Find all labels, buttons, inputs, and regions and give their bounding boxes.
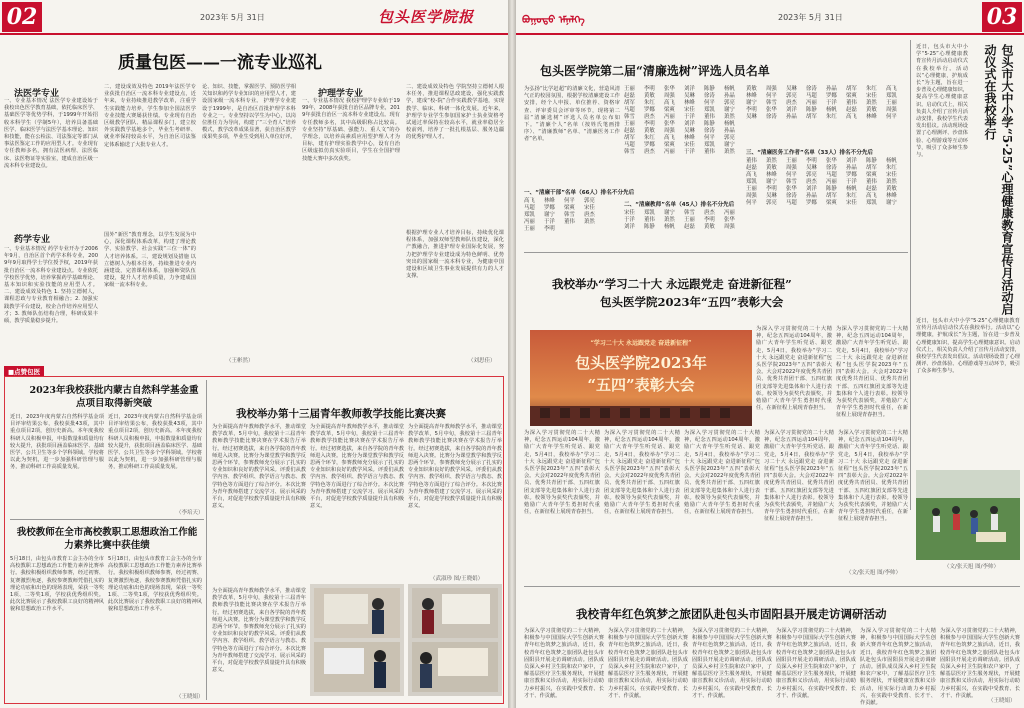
name-entry: 朱红 (866, 86, 877, 92)
name-entry: 冯丽 (524, 219, 535, 225)
name-entry: 何平 (704, 135, 715, 141)
name-entry: 林峰 (866, 114, 877, 120)
story-c-col-a: 近日，包头市大中小学“5·25”心理健康教育宣传月活动启动仪式在我校举行。活动以“心理健康，护航成长”为主题，旨在进一步普及心理健康知识，提高学生心理健康意识。启动仪式上，相关负责人介绍了宣传月活动安排，我校学生代表发出倡议。活动现场设置了心理测评、沙盘体验、心理游戏等互动环节，吸引了众多师生参与。 (916, 44, 968, 159)
name-entry: 赵磊 (846, 107, 857, 113)
name-entry: 陈静 (704, 86, 715, 92)
name-entry: 董伟 (704, 114, 715, 120)
name-entry: 马超 (624, 107, 635, 113)
name-entry: 何平 (886, 114, 897, 120)
photo-ceremony (530, 330, 752, 426)
name-entry: 唐杰 (786, 100, 797, 106)
story3-col-d: 为全面提高青年教师教学水平，推动课堂教学改革，5月中旬，我校第十三届青年教师教学技能比赛决赛在学术报告厅举行。经过初赛选拔，来自各学院的青年教师进入决赛。比赛分为课堂教学和教学反思两个环节，参赛教师充分展示了扎实的专业知识和良好的教学风采。评委们从教学内容、教学组织、教学语言与教态、教学特色等方面进行了综合评分。本次比赛为青年教师搭建了交流学习、展示风采的平台，对促进学校教学质量提升具有积极意义。 (212, 588, 306, 674)
name-entry: 孙晶 (806, 193, 817, 199)
name-entry: 孙晶 (724, 128, 735, 134)
name-entry: 朱红 (644, 100, 655, 106)
name-entry: 王丽 (886, 100, 897, 106)
name-entry: 罗娜 (806, 200, 817, 206)
name-entry: 黄敏 (766, 165, 777, 171)
name-entry: 董伟 (564, 219, 575, 225)
name-entry: 于洋 (684, 114, 695, 120)
name-entry: 宋佳 (584, 205, 595, 211)
story2-byline: （王晓娟） (176, 694, 204, 700)
photo-psychology-event (916, 470, 1020, 560)
name-entry: 谢宁 (724, 107, 735, 113)
name-entry: 胡军 (826, 193, 837, 199)
name-entry: 周强 (664, 93, 675, 99)
name-entry: 徐涛 (786, 193, 797, 199)
name-entry: 高飞 (524, 198, 535, 204)
name-entry: 黄敏 (644, 128, 655, 134)
story-d-byline: （王晓娟） (988, 698, 1016, 704)
name-entry: 张华 (664, 121, 675, 127)
page-gutter (508, 0, 516, 708)
name-entry: 郭亮 (584, 198, 595, 204)
name-entry: 罗娜 (826, 93, 837, 99)
name-entry: 董伟 (866, 179, 877, 185)
name-entry: 马超 (826, 172, 837, 178)
name-entry: 朱红 (886, 165, 897, 171)
name-entry: 陈静 (826, 186, 837, 192)
name-entry: 吴琳 (684, 128, 695, 134)
story-a-intro: 为弘扬“比学赶超”的清廉文化，营造风清气正的校园氛围，根据学校清廉建设工作安排，经个人申报、单位推荐、资格审查、评审委员会评审等环节，现将第二届“清廉选树”评选人员名单公布如下。“清廉个人”名单（按姓氏笔画排序）、“清廉教师”名单、“清廉医务工作者”名单。 (524, 86, 620, 143)
name-entry: 宋佳 (684, 107, 695, 113)
story3-col-a: 为全面提高青年教师教学水平，推动课堂教学改革，5月中旬，我校第十三届青年教师教学技能比赛决赛在学术报告厅举行。经过初赛选拔，来自各学院的青年教师进入决赛。比赛分为课堂教学和教学反思两个环节，参赛教师充分展示了扎实的专业知识和良好的教学风采。评委们从教学内容、教学组织、教学语言与教态、教学特色等方面进行了综合评分。本次比赛为青年教师搭建了交流学习、展示风采的平台，对促进学校教学质量提升具有积极意义。 (212, 424, 306, 510)
name-entry: 李明 (644, 121, 655, 127)
name-entry: 萧然 (886, 179, 897, 185)
name-entry: 黄敏 (704, 224, 715, 230)
col-forensic-2: 二、建设成效及特色 2019年法医学专业获批自治区一流本科专业建设点，近年来，专业持续推进教学改革，注重学生实践能力培养，学生参加全国法医学专业技能大赛屡获佳绩。专业现有自治区级教学团队、精品课程多门，建立校外实践教学基地多个，毕业生考研率、就业率保持较高水平，为自治区司法鉴定体系输送了大批专业人才。 (104, 84, 196, 148)
name-entry: 林峰 (746, 93, 757, 99)
story3-headline: 我校举办第十三届青年教师教学技能比赛决赛 (236, 408, 446, 420)
section-nursing: 护理学专业 (318, 89, 364, 99)
name-entry: 陈静 (806, 107, 817, 113)
divider-right (524, 252, 908, 253)
name-entry: 李明 (644, 86, 655, 92)
name-entry: 黄敏 (644, 93, 655, 99)
name-entry: 林峰 (544, 198, 555, 204)
section-pharmacy: 药学专业 (14, 235, 51, 245)
name-entry: 罗娜 (846, 172, 857, 178)
story-d-col-e: 为深入学习贯彻党的二十大精神，积极参与中国国际大学生创新大赛青年红色筑梦之旅活动，近日，我校青年红色筑梦之旅团队赴包头市固阳县开展走访调研活动。团队成员深入乡村卫生院和农户家中，了解基层医疗卫生服务现状，开展健康宣教和义诊活动，用实际行动助力乡村振兴，在实践中受教育、长才干、作贡献。 (860, 628, 936, 707)
name-entry: 唐杰 (644, 149, 655, 155)
name-entry: 黄敏 (746, 86, 757, 92)
name-entry: 于洋 (624, 217, 635, 223)
story-d-col-f: 为深入学习贯彻党的二十大精神，积极参与中国国际大学生创新大赛青年红色筑梦之旅活动，近日，我校青年红色筑梦之旅团队赴包头市固阳县开展走访调研活动。团队成员深入乡村卫生院和农户家中，了解基层医疗卫生服务现状，开展健康宣教和义诊活动，用实际行动助力乡村振兴，在实践中受教育、长才干、作贡献。 (940, 628, 1020, 699)
story-c-headline-wrap (972, 44, 1016, 324)
name-entry: 徐涛 (766, 114, 777, 120)
col-forensic-1: 一、专业基本情况 法医学专业建设始于我校出色医学教育基础，依托临床医学、基础医学等优势学科，于1999年开始招收本科学生（学制5年），培养具备基础医学、临床医学与法医学基本理论、知识和技能，能在公检法、司法鉴定等部门从事法医鉴定工作的应用型人才。专业现有专任教师多名，拥有法医病理、法医临床、法医物证等实验室，建成自治区级一流本科专业建设点。 (4, 98, 98, 169)
col-pharmacy: 一、专业基本情况 药学专业开办于2006年9月，自治区首个药学本科专业，2009年9月取得学士学位授予权，2019年获批自治区一流本科专业建设点。专业依托学校医学优势，培养掌握药学基础理论、基本知识和实验技能的应用型人才。 二、建设成效及特色 1. 坚持立德树人，课程思政与专业教育相融合；2. 加强实践教学平台建设，校企合作培养应用型人才；3. 教师队伍结构合理，科研成果丰硕，教学质量稳步提升。 (4, 246, 98, 325)
page-number: 02 (2, 2, 42, 32)
story3-col-c: 为全面提高青年教师教学水平，推动课堂教学改革，5月中旬，我校第十三届青年教师教学技能比赛决赛在学术报告厅举行。经过初赛选拔，来自各学院的青年教师进入决赛。比赛分为课堂教学和教学反思两个环节，参赛教师充分展示了扎实的专业知识和良好的教学风采。评委们从教学内容、教学组织、教学语言与教态、教学特色等方面进行了综合评分。本次比赛为青年教师搭建了交流学习、展示风采的平台，对促进学校教学质量提升具有积极意义。 (408, 424, 502, 510)
name-entry: 梁爽 (846, 93, 857, 99)
name-entry: 林峰 (684, 135, 695, 141)
name-entry: 孙晶 (724, 93, 735, 99)
name-entry: 徐涛 (704, 93, 715, 99)
masthead-mongolian: ᠪᠣᠭᠣᠲᠣ ᠡᠮᠨᠡᠯᠭᠡ (522, 15, 585, 26)
name-entry: 于洋 (544, 219, 555, 225)
section-forensic: 法医学专业 (14, 89, 60, 99)
byline-feature: （王彬然） (226, 358, 254, 364)
story-b-headline-2: 包头医学院2023年“五四”表彰大会 (600, 295, 784, 309)
name-entry: 宋佳 (886, 172, 897, 178)
name-entry: 何平 (564, 198, 575, 204)
name-entry: 张华 (766, 107, 777, 113)
name-entry: 孙晶 (786, 114, 797, 120)
name-entry: 王丽 (624, 121, 635, 127)
story-c-headline: 包头市大中小学“5·25”心理健康教育宣传月活动启动仪式在我校举行 (983, 44, 1014, 316)
name-entry: 李明 (544, 226, 555, 232)
name-entry: 朱红 (644, 135, 655, 141)
name-entry: 黄敏 (866, 107, 877, 113)
name-entry: 宋佳 (866, 93, 877, 99)
story1-headline: 2023年我校获批内蒙古自然科学基金重点项目取得新突破 (29, 385, 199, 409)
story-a-headline: 包头医学院第二届“清廉选树”评选人员名单 (540, 64, 770, 78)
col-nursing-2: 二、建设成效及特色 学院坚持立德树人根本任务，推进课程思政建设，强化实践教学，建成“校-院”合作实践教学基地，实现教学、临床、科研一体化发展。近年来，护理学专业学生参加国家护士执业资格考试通过率保持在较高水平，就业率稳居全校前列，培养了一批扎根基层、服务边疆的优秀护理人才。 (406, 84, 504, 141)
name-entry: 谢宁 (664, 210, 675, 216)
name-entry: 朱红 (846, 193, 857, 199)
name-entry: 王丽 (524, 226, 535, 232)
story1-col-b: 近日，2023年度内蒙古自然科学基金项目评审结果公布，我校获批43项，其中重点项目2项，创历史新高。本年度我校科研人员积极申报，申报数量和质量均有较大提升，获批项目涵盖临床医学、基础医学、公共卫生等多个学科领域。学校将以此为契机，进一步加强科研管理与服务，推动科研工作高质量发展。 (108, 414, 202, 471)
name-entry: 朱红 (826, 114, 837, 120)
story-c-byline: （文/张天旭 图/李帅） (944, 564, 999, 570)
name-entry: 吴琳 (766, 193, 777, 199)
header-rule-right (516, 33, 1024, 35)
story-a-label-3: 三、“清廉医务工作者”名单（33人）排名不分先后 (746, 150, 874, 156)
name-list-4 (624, 210, 744, 246)
story1-byline: （李培天） (176, 510, 204, 516)
name-entry: 孙晶 (826, 86, 837, 92)
name-entry: 宋佳 (846, 200, 857, 206)
name-entry: 高飞 (664, 100, 675, 106)
name-entry: 胡军 (806, 114, 817, 120)
story-a-label-1: 一、“清廉干部”名单（66人）排名不分先后 (524, 190, 635, 196)
name-entry: 郭亮 (786, 93, 797, 99)
name-entry: 张华 (786, 186, 797, 192)
column-divider-right (910, 40, 911, 510)
name-entry: 周强 (724, 224, 735, 230)
name-entry: 董伟 (644, 217, 655, 223)
name-entry: 郑凯 (866, 200, 877, 206)
story3-col-b: 为全面提高青年教师教学水平，推动课堂教学改革，5月中旬，我校第十三届青年教师教学技能比赛决赛在学术报告厅举行。经过初赛选拔，来自各学院的青年教师进入决赛。比赛分为课堂教学和教学反思两个环节，参赛教师充分展示了扎实的专业知识和良好的教学风采。评委们从教学内容、教学组织、教学语言与教态、教学特色等方面进行了综合评分。本次比赛为青年教师搭建了交流学习、展示风采的平台，对促进学校教学质量提升具有积极意义。 (310, 424, 404, 510)
col-middle: 论、知识、技能，掌握医学、预防医学相关知识和药学专业知识的应用型人才，建设国家级一流本科专业。 护理学专业建设于1999年，是自治区首批护理学本科专业之一。专业坚持以学生为中心，以岗位胜任力为导向，构建了“三全育人”培养模式，教学改革成果显著，获自治区教学成果奖多项，毕业生受到用人单位好评。 (202, 84, 296, 141)
name-list-2 (746, 86, 906, 146)
story-c-col-b: 近日，包头市大中小学“5·25”心理健康教育宣传月活动启动仪式在我校举行。活动以“心理健康，护航成长”为主题，旨在进一步普及心理健康知识，提高学生心理健康意识。启动仪式上，相关负责人介绍了宣传月活动安排，我校学生代表发出倡议。活动现场设置了心理测评、沙盘体验、心理游戏等互动环节，吸引了众多师生参与。 (916, 318, 1020, 375)
name-entry: 马超 (624, 142, 635, 148)
name-entry: 于洋 (826, 100, 837, 106)
name-entry: 李明 (766, 186, 777, 192)
name-entry: 韩雪 (624, 114, 635, 120)
name-entry: 李明 (746, 107, 757, 113)
story-a-label-2: 二、“清廉教师”名单（45人）排名不分先后 (624, 202, 735, 208)
name-list-1 (624, 86, 744, 196)
name-entry: 梁爽 (866, 172, 877, 178)
name-entry: 谢宁 (544, 212, 555, 218)
name-list-3 (524, 198, 620, 242)
name-entry: 宋佳 (624, 210, 635, 216)
name-entry: 吴琳 (786, 86, 797, 92)
name-entry: 唐杰 (806, 179, 817, 185)
name-entry: 刘洋 (684, 121, 695, 127)
name-entry: 董伟 (846, 100, 857, 106)
story3-byline: （武淑珍 图/王晓娟） (430, 576, 484, 582)
name-entry: 董伟 (704, 149, 715, 155)
story-b-byline: （文/张天旭 图/李帅） (846, 570, 901, 576)
name-entry: 孙晶 (846, 165, 857, 171)
name-entry: 赵磊 (866, 186, 877, 192)
name-entry: 杨帆 (846, 186, 857, 192)
story1-col-a: 近日，2023年度内蒙古自然科学基金项目评审结果公布，我校获批43项，其中重点项目2项，创历史新高。本年度我校科研人员积极申报，申报数量和质量均有较大提升，获批项目涵盖临床医学、基础医学、公共卫生等多个学科领域。学校将以此为契机，进一步加强科研管理与服务，推动科研工作高质量发展。 (10, 414, 104, 471)
name-entry: 陈静 (644, 224, 655, 230)
story-d-col-c: 为深入学习贯彻党的二十大精神，积极参与中国国际大学生创新大赛青年红色筑梦之旅活动，近日，我校青年红色筑梦之旅团队赴包头市固阳县开展走访调研活动。团队成员深入乡村卫生院和农户家中，了解基层医疗卫生服务现状，开展健康宣教和义诊活动，用实际行动助力乡村振兴，在实践中受教育、长才干、作贡献。 (692, 628, 772, 699)
name-entry: 赵磊 (624, 128, 635, 134)
story-b-col-e: 为深入学习贯彻党的二十大精神，纪念五四运动104周年，激励广大青年学生听党话、跟党走，5月4日，我校举办“学习二十大 永远跟党走 奋进新征程”包头医学院2023年“五四”表彰大会。大会对2022年度优秀共青团员、优秀共青团干部、五四红旗团支部等先进集体和个人进行表彰。校领导为获奖代表颁奖，并勉励广大青年学生勇担时代重任，在新征程上展现青春担当。 (684, 430, 760, 516)
name-entry: 郭亮 (806, 172, 817, 178)
name-entry: 周强 (786, 165, 797, 171)
story-d-col-d: 为深入学习贯彻党的二十大精神，积极参与中国国际大学生创新大赛青年红色筑梦之旅活动，近日，我校青年红色筑梦之旅团队赴包头市固阳县开展走访调研活动。团队成员深入乡村卫生院和农户家中，了解基层医疗卫生服务现状，开展健康宣教和义诊活动，用实际行动助力乡村振兴，在实践中受教育、长才干、作贡献。 (776, 628, 856, 699)
name-entry: 郑凯 (704, 107, 715, 113)
name-entry: 刘洋 (684, 86, 695, 92)
page-number-right: 03 (982, 2, 1022, 32)
name-entry: 郑凯 (644, 210, 655, 216)
name-entry: 罗娜 (544, 205, 555, 211)
name-entry: 梁爽 (664, 142, 675, 148)
name-entry: 萧然 (664, 217, 675, 223)
name-entry: 马超 (524, 205, 535, 211)
story-d-col-a: 为深入学习贯彻党的二十大精神，积极参与中国国际大学生创新大赛青年红色筑梦之旅活动，近日，我校青年红色筑梦之旅团队赴包头市固阳县开展走访调研活动。团队成员深入乡村卫生院和农户家中，了解基层医疗卫生服务现状，开展健康宣教和义诊活动，用实际行动助力乡村振兴，在实践中受教育、长才干、作贡献。 (524, 628, 604, 699)
name-entry: 宋佳 (684, 142, 695, 148)
name-entry: 唐杰 (644, 114, 655, 120)
name-entry: 罗娜 (644, 107, 655, 113)
name-entry: 赵磊 (624, 93, 635, 99)
name-entry: 郭亮 (766, 200, 777, 206)
name-entry: 冯丽 (664, 114, 675, 120)
spotlight-tag: ■点赞包医 (4, 366, 44, 377)
name-entry: 唐杰 (704, 210, 715, 216)
name-entry: 刘洋 (806, 186, 817, 192)
story-b-col-c: 为深入学习贯彻党的二十大精神，纪念五四运动104周年，激励广大青年学生听党话、跟党走，5月4日，我校举办“学习二十大 永远跟党走 奋进新征程”包头医学院2023年“五四”表彰大会。大会对2022年度优秀共青团员、优秀共青团干部、五四红旗团支部等先进集体和个人进行表彰。校领导为获奖代表颁奖，并勉励广大青年学生勇担时代重任，在新征程上展现青春担当。 (524, 430, 600, 516)
masthead-logo: 包头医学院报 (378, 8, 475, 26)
name-entry: 郭亮 (724, 100, 735, 106)
name-entry: 郑凯 (746, 179, 757, 185)
story-b-col-f: 为深入学习贯彻党的二十大精神，纪念五四运动104周年，激励广大青年学生听党话、跟党走，5月4日，我校举办“学习二十大 永远跟党走 奋进新征程”包头医学院2023年“五四”表彰大会。大会对2022年度优秀共青团员、优秀共青团干部、五四红旗团支部等先进集体和个人进行表彰。校领导为获奖代表颁奖，并勉励广大青年学生勇担时代重任，在新征程上展现青春担当。 (764, 430, 834, 523)
name-entry: 杨帆 (826, 107, 837, 113)
name-entry: 何平 (746, 200, 757, 206)
issue-date: 2023年 5月 31日 (200, 13, 265, 22)
name-entry: 马超 (786, 200, 797, 206)
name-entry: 林峰 (766, 172, 777, 178)
name-entry: 何平 (704, 100, 715, 106)
name-entry: 冯丽 (664, 149, 675, 155)
name-entry: 李明 (806, 158, 817, 164)
col-nursing-1: 一、专业基本情况 我校护理学专业始于1999年，2008年获批自治区品牌专业，2019年获批自治区一流本科专业建设点。现有专任教师多名，其中高级职称占比较高。专业坚持“厚基础、强能力、重人文”的办学理念，以培养高素质应用型护理人才为目标，建有护理实验教学中心，设有自治区级虚拟仿真实验项目，学生在全国护理技能大赛中多次获奖。 (302, 98, 400, 162)
name-entry: 徐涛 (704, 128, 715, 134)
left-page (0, 0, 508, 708)
name-entry: 梁爽 (664, 107, 675, 113)
name-entry: 林峰 (886, 193, 897, 199)
name-entry: 韩雪 (624, 149, 635, 155)
name-entry: 王丽 (684, 217, 695, 223)
name-entry: 冯丽 (826, 179, 837, 185)
name-entry: 谢宁 (724, 142, 735, 148)
story-d-headline: 我校青年红色筑梦之旅团队赴包头市固阳县开展走访调研活动 (576, 607, 887, 621)
name-entry: 徐涛 (826, 165, 837, 171)
col-pharmacy-2: 国外”新医”教育理念，以学生发展为中心，深化课程体系改革，构建了理论教学、实验教学、社会实践“三位一体”的人才培养体系。三、建设规划及措施 以立德树人为根本任务，持续推进专业内涵建设，完善课程体系，加强师资队伍建设，提升人才培养质量，力争建成国家级一流本科专业。 (104, 232, 196, 289)
story2-col-a: 5月18日，由包头市教育工会主办的全市高校教职工思想政治工作能力素养比赛举行。我校积极组织教师参赛，经过初赛、复赛激烈角逐，我校参赛教师凭借扎实的理论功底和出色的现场表现，荣获一等奖1项、二等奖1项，学校获优秀组织奖。此次比赛展示了我校教职工良好的精神风貌和思想政治工作水平。 (10, 556, 104, 613)
name-entry: 陈静 (866, 158, 877, 164)
name-entry: 冯丽 (806, 100, 817, 106)
name-entry: 林峰 (684, 100, 695, 106)
name-entry: 赵磊 (746, 165, 757, 171)
name-entry: 张华 (724, 217, 735, 223)
name-list-5 (746, 158, 906, 244)
name-entry: 高飞 (846, 114, 857, 120)
name-entry: 郭亮 (724, 135, 735, 141)
name-entry: 萧然 (724, 114, 735, 120)
story-b-col-a: 为深入学习贯彻党的二十大精神，纪念五四运动104周年，激励广大青年学生听党话、跟党走，5月4日，我校举办“学习二十大 永远跟党走 奋进新征程”包头医学院2023年“五四”表彰大会。大会对2022年度优秀共青团员、优秀共青团干部、五四红旗团支部等先进集体和个人进行表彰。校领导为获奖代表颁奖，并勉励广大青年学生勇担时代重任，在新征程上展现青春担当。 (756, 326, 832, 412)
name-entry: 何平 (786, 172, 797, 178)
name-entry: 高飞 (664, 135, 675, 141)
name-entry: 韩雪 (564, 212, 575, 218)
name-entry: 郑凯 (704, 142, 715, 148)
name-entry: 王丽 (746, 186, 757, 192)
name-entry: 萧然 (584, 219, 595, 225)
name-entry: 吴琳 (806, 165, 817, 171)
name-entry: 李明 (704, 217, 715, 223)
photo-lecture-1 (310, 584, 404, 696)
name-entry: 周强 (886, 107, 897, 113)
divider (10, 519, 204, 520)
col-nursing-3: 根据护理专业人才培养目标，持续优化课程体系，加强双师型教师队伍建设，深化产教融合，推进护理专业国际化发展，努力把护理学专业建设成为特色鲜明、优势突出的国家级一流本科专业，为健康中国建设和区域卫生事业发展提供有力的人才支撑。 (406, 230, 504, 280)
name-entry: 马超 (806, 93, 817, 99)
story-b-col-b: 为深入学习贯彻党的二十大精神，纪念五四运动104周年，激励广大青年学生听党话、跟党走，5月4日，我校举办“学习二十大 永远跟党走 奋进新征程”包头医学院2023年“五四”表彰大会。大会对2022年度优秀共青团员、优秀共青团干部、五四红旗团支部等先进集体和个人进行表彰。校领导为获奖代表颁奖，并勉励广大青年学生勇担时代重任，在新征程上展现青春担当。 (836, 326, 908, 419)
name-entry: 刘洋 (846, 158, 857, 164)
byline-nursing: （刘思佳） (468, 358, 496, 364)
story-b-col-g: 为深入学习贯彻党的二十大精神，纪念五四运动104周年，激励广大青年学生听党话、跟党走，5月4日，我校举办“学习二十大 永远跟党走 奋进新征程”包头医学院2023年“五四”表彰大会。大会对2022年度优秀共青团员、优秀共青团干部、五四红旗团支部等先进集体和个人进行表彰。校领导为获奖代表颁奖，并勉励广大青年学生勇担时代重任，在新征程上展现青春担当。 (838, 430, 908, 523)
name-entry: 谢宁 (886, 200, 897, 206)
name-entry: 张华 (826, 158, 837, 164)
name-entry: 胡军 (866, 165, 877, 171)
story-b-headline-1: 我校举办“学习二十大 永远跟党走 奋进新征程” (552, 277, 792, 291)
name-entry: 刘洋 (786, 107, 797, 113)
name-entry: 于洋 (684, 149, 695, 155)
name-entry: 赵磊 (684, 224, 695, 230)
banner-title-2: “五四”表彰大会 (587, 376, 695, 394)
name-entry: 唐杰 (584, 212, 595, 218)
name-entry: 谢宁 (746, 100, 757, 106)
name-entry: 周强 (746, 193, 757, 199)
name-entry: 徐涛 (806, 86, 817, 92)
name-entry: 胡军 (846, 86, 857, 92)
name-entry: 萧然 (766, 158, 777, 164)
banner-title-1: 包头医学院2023年 (575, 354, 707, 372)
issue-date-right: 2023年 5月 31日 (778, 13, 843, 22)
name-entry: 杨帆 (664, 224, 675, 230)
name-entry: 高飞 (886, 86, 897, 92)
name-entry: 张华 (664, 86, 675, 92)
name-entry: 梁爽 (826, 200, 837, 206)
name-entry: 萧然 (866, 100, 877, 106)
name-entry: 韩雪 (766, 100, 777, 106)
story-d-col-b: 为深入学习贯彻党的二十大精神，积极参与中国国际大学生创新大赛青年红色筑梦之旅活动，近日，我校青年红色筑梦之旅团队赴包头市固阳县开展走访调研活动。团队成员深入乡村卫生院和农户家中，了解基层医疗卫生服务现状，开展健康宣教和义诊活动，用实际行动助力乡村振兴，在实践中受教育、长才干、作贡献。 (608, 628, 688, 699)
name-entry: 王丽 (786, 158, 797, 164)
name-entry: 梁爽 (564, 205, 575, 211)
name-entry: 韩雪 (786, 179, 797, 185)
banner-slogan: “学习二十大 永远跟党走 奋进新征程” (590, 340, 692, 347)
name-entry: 王丽 (624, 86, 635, 92)
photo-lecture-2 (408, 584, 502, 696)
name-entry: 周强 (766, 86, 777, 92)
name-entry: 董伟 (746, 158, 757, 164)
name-entry: 吴琳 (746, 114, 757, 120)
name-entry: 郑凯 (524, 212, 535, 218)
name-entry: 刘洋 (624, 224, 635, 230)
right-page (516, 0, 1024, 708)
name-entry: 陈静 (704, 121, 715, 127)
name-entry: 周强 (664, 128, 675, 134)
name-entry: 冯丽 (724, 210, 735, 216)
name-entry: 萧然 (724, 149, 735, 155)
name-entry: 高飞 (866, 193, 877, 199)
name-entry: 胡军 (624, 135, 635, 141)
name-entry: 何平 (766, 93, 777, 99)
story-b-col-d: 为深入学习贯彻党的二十大精神，纪念五四运动104周年，激励广大青年学生听党话、跟党走，5月4日，我校举办“学习二十大 永远跟党走 奋进新征程”包头医学院2023年“五四”表彰大会。大会对2022年度优秀共青团员、优秀共青团干部、五四红旗团支部等先进集体和个人进行表彰。校领导为获奖代表颁奖，并勉励广大青年学生勇担时代重任，在新征程上展现青春担当。 (604, 430, 680, 516)
divider-bottom (524, 586, 1020, 587)
name-entry: 郑凯 (886, 93, 897, 99)
story2-col-b: 5月18日，由包头市教育工会主办的全市高校教职工思想政治工作能力素养比赛举行。我校积极组织教师参赛，经过初赛、复赛激烈角逐，我校参赛教师凭借扎实的理论功底和出色的现场表现，荣获一等奖1项、二等奖1项，学校获优秀组织奖。此次比赛展示了我校教职工良好的精神风貌和思想政治工作水平。 (108, 556, 202, 613)
name-entry: 黄敏 (886, 186, 897, 192)
name-entry: 杨帆 (886, 158, 897, 164)
name-entry: 韩雪 (684, 210, 695, 216)
header-rule (0, 33, 508, 35)
column-divider (206, 380, 207, 700)
name-entry: 高飞 (746, 172, 757, 178)
name-entry: 谢宁 (766, 179, 777, 185)
name-entry: 杨帆 (724, 121, 735, 127)
story2-headline: 我校教师在全市高校教职工思想政治工作能力素养比赛中获佳绩 (16, 527, 198, 551)
name-entry: 罗娜 (644, 142, 655, 148)
name-entry: 胡军 (624, 100, 635, 106)
name-entry: 于洋 (846, 179, 857, 185)
feature-headline: 质量包医——一流专业巡礼 (118, 53, 322, 73)
name-entry: 杨帆 (724, 86, 735, 92)
name-entry: 吴琳 (684, 93, 695, 99)
